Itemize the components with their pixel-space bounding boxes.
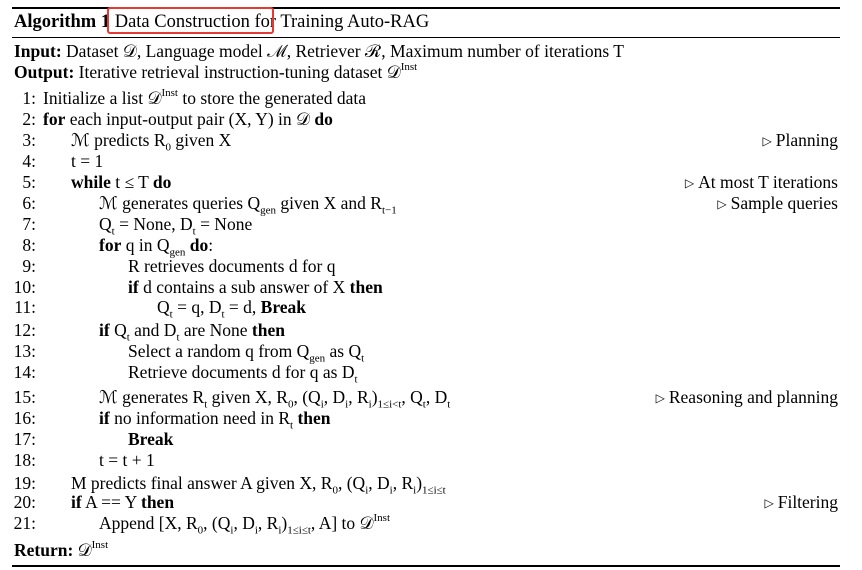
code-text: ℳ generates queries Q — [99, 193, 261, 213]
line-code — [128, 341, 364, 365]
code-text: as Q — [325, 341, 362, 361]
return-key: Return: — [14, 540, 74, 560]
line-number: 21: — [13, 513, 36, 533]
subscript: 0 — [287, 398, 294, 411]
code-text: Initialize a list 𝒟 — [43, 88, 162, 108]
code-text: each input-output pair (X, Y) in 𝒟 — [65, 109, 315, 129]
line-code — [99, 387, 450, 411]
line-number: 10: — [13, 277, 36, 297]
code-text: Q — [109, 320, 127, 340]
keyword: for — [43, 109, 66, 129]
code-text: , (Q — [337, 473, 366, 493]
line-number: 15: — [13, 387, 36, 407]
code-text: ℳ predicts R — [71, 130, 166, 150]
keyword: do — [189, 235, 209, 255]
keyword: if — [128, 277, 139, 297]
subscript: t — [126, 331, 130, 344]
line-code — [99, 214, 252, 238]
keyword: then — [141, 492, 175, 512]
subscript: t — [221, 308, 225, 321]
subscript: 0 — [197, 524, 204, 537]
comment-text: Filtering — [777, 492, 838, 512]
subscript: i — [389, 484, 393, 497]
subscript: gen — [169, 246, 186, 259]
line-code — [43, 109, 333, 130]
code-text: ℳ generates R — [99, 387, 205, 407]
code-text: R retrieves documents d for q — [128, 256, 336, 276]
code-text: no information need in R — [109, 408, 291, 428]
keyword: if — [71, 492, 82, 512]
comment-text: Sample queries — [730, 193, 838, 213]
line-number: 9: — [22, 256, 36, 276]
code-text: = None — [195, 214, 253, 234]
algorithm-line — [0, 473, 862, 497]
line-comment — [764, 492, 838, 513]
algorithm-line — [0, 235, 862, 259]
algorithm-line — [0, 297, 862, 321]
algorithm-line — [0, 88, 862, 109]
keyword: if — [99, 408, 110, 428]
output-sup: Inst — [400, 61, 418, 74]
line-number: 16: — [13, 408, 36, 428]
line-code — [71, 492, 174, 513]
line-comment — [717, 193, 838, 214]
highlight-box — [107, 7, 274, 34]
code-text: q in Q — [121, 235, 170, 255]
algorithm-line — [0, 172, 862, 193]
subscript: i — [365, 484, 369, 497]
algorithm-label: Algorithm 1 — [14, 12, 111, 32]
line-number: 17: — [13, 429, 36, 449]
code-text: A == Y — [81, 492, 141, 512]
keyword: then — [297, 408, 331, 428]
subscript: 1≤i≤t — [422, 484, 446, 497]
return-line — [14, 540, 108, 561]
line-number: 12: — [13, 320, 36, 340]
line-code — [71, 130, 231, 154]
subscript: gen — [309, 352, 326, 365]
line-number: 1: — [22, 88, 36, 108]
return-text: 𝒟 — [77, 540, 92, 560]
algorithm-line — [0, 130, 862, 154]
code-text: , D — [368, 473, 390, 493]
algorithm-line — [0, 429, 862, 450]
algorithm-line — [0, 193, 862, 217]
algorithm-title-rest: for Training Auto-RAG — [254, 12, 430, 32]
code-text: , D — [425, 387, 448, 407]
subscript: i — [345, 398, 349, 411]
algorithm-title-highlighted: Data Construction — [114, 12, 250, 32]
subscript: 0 — [165, 141, 172, 154]
line-code — [71, 151, 103, 172]
subscript: i — [278, 524, 282, 537]
code-text: t = 1 — [71, 151, 104, 171]
line-code — [128, 429, 173, 450]
code-text: = None, D — [114, 214, 193, 234]
subscript: 0 — [332, 484, 338, 497]
line-comment — [656, 387, 838, 408]
algorithm-line — [0, 387, 862, 411]
line-comment — [763, 130, 838, 151]
output-text: Iterative retrieval instruction-tuning dataset 𝒟 — [78, 62, 401, 82]
line-number: 19: — [13, 473, 36, 493]
code-text: , R — [348, 387, 369, 407]
subscript: 1≤i<t — [377, 398, 402, 411]
subscript: t — [354, 373, 358, 386]
line-code — [128, 277, 383, 298]
algorithm-line — [0, 408, 862, 432]
code-text: = q, D — [172, 297, 222, 317]
line-number: 4: — [22, 151, 36, 171]
output-line — [14, 62, 417, 83]
code-text: , A] to 𝒟 — [310, 513, 374, 533]
algorithm-line — [0, 214, 862, 238]
line-code — [99, 235, 213, 259]
code-text: Append [X, R — [99, 513, 198, 533]
comment-triangle-icon: ▷ — [717, 197, 727, 211]
subscript: t — [204, 398, 208, 411]
algorithm-line — [0, 450, 862, 471]
keyword: do — [314, 109, 333, 129]
subscript: t−1 — [381, 204, 397, 217]
algorithm-line — [0, 277, 862, 298]
comment-text: Planning — [775, 130, 838, 150]
algorithm-line — [0, 341, 862, 365]
code-text: , (Q — [293, 387, 321, 407]
subscript: gen — [260, 204, 276, 217]
algorithm-line — [0, 151, 862, 172]
line-number: 20: — [13, 492, 36, 512]
code-text: , R — [257, 513, 279, 533]
code-text: ) — [416, 473, 423, 493]
output-key: Output: — [14, 62, 75, 82]
code-text: , R — [392, 473, 414, 493]
code-text: : — [208, 235, 214, 255]
code-text: Q — [157, 297, 170, 317]
code-text: given X, R — [207, 387, 288, 407]
line-number: 18: — [13, 450, 36, 470]
keyword: if — [99, 320, 110, 340]
line-number: 11: — [14, 297, 36, 317]
line-code — [99, 320, 285, 344]
subscript: i — [320, 398, 324, 411]
input-key: Input: — [14, 41, 62, 61]
code-text: ) — [371, 387, 378, 407]
comment-triangle-icon: ▷ — [762, 134, 772, 148]
comment-triangle-icon: ▷ — [684, 176, 695, 190]
code-text: and D — [129, 320, 177, 340]
subscript: t — [169, 308, 173, 321]
superscript: Inst — [373, 512, 390, 525]
code-text: , D — [323, 387, 346, 407]
code-text: , D — [233, 513, 255, 533]
input-text: Dataset 𝒟, Language model ℳ, Retriever ℛ, Maximum number of iterations T — [66, 41, 624, 61]
code-text: ) — [281, 513, 288, 533]
comment-triangle-icon: ▷ — [655, 391, 665, 405]
subscript: t — [192, 225, 196, 238]
comment-text: At most T iterations — [698, 172, 838, 192]
superscript: Inst — [161, 87, 178, 100]
line-number: 2: — [22, 109, 36, 129]
line-number: 5: — [22, 172, 36, 192]
code-text: M predicts final answer A given X, R — [71, 473, 333, 493]
code-text: t ≤ T — [110, 172, 153, 192]
subscript: 1≤i≤t — [287, 524, 311, 537]
code-text: = d, — [224, 297, 261, 317]
code-text: to store the generated data — [177, 88, 366, 108]
line-number: 8: — [22, 235, 36, 255]
subscript: t — [176, 331, 180, 344]
title-rule — [12, 37, 840, 38]
keyword: for — [99, 235, 122, 255]
input-line — [14, 41, 624, 62]
algorithm-line — [0, 320, 862, 344]
subscript: t — [290, 419, 294, 432]
subscript: i — [368, 398, 372, 411]
subscript: i — [230, 524, 234, 537]
algorithm-line — [0, 109, 862, 130]
algorithm-line — [0, 512, 862, 537]
bottom-rule — [12, 565, 840, 567]
code-text: d contains a sub answer of X — [138, 277, 350, 297]
line-code — [128, 362, 358, 386]
line-code — [99, 408, 331, 432]
subscript: t — [361, 352, 365, 365]
keyword: while — [71, 172, 111, 192]
code-text: Q — [99, 214, 112, 234]
keyword: Break — [128, 429, 174, 449]
code-text: , Q — [401, 387, 423, 407]
subscript: t — [447, 398, 451, 411]
keyword: do — [152, 172, 172, 192]
line-code — [99, 450, 155, 471]
subscript: t — [111, 225, 115, 238]
algorithm-line — [0, 492, 862, 513]
line-number: 13: — [13, 341, 36, 361]
code-text: t = t + 1 — [99, 450, 155, 470]
code-text: given X — [171, 130, 232, 150]
keyword: then — [349, 277, 383, 297]
code-text: Retrieve documents d for q as D — [128, 362, 355, 382]
subscript: i — [413, 484, 417, 497]
line-number: 14: — [13, 362, 36, 382]
code-text: are None — [179, 320, 252, 340]
line-code — [99, 513, 390, 537]
subscript: t — [422, 398, 426, 411]
code-text: , (Q — [203, 513, 231, 533]
line-code — [99, 193, 397, 217]
comment-text: Reasoning and planning — [668, 387, 838, 407]
line-code — [71, 172, 171, 193]
keyword: Break — [260, 297, 307, 317]
line-code — [43, 88, 366, 109]
line-code — [157, 297, 306, 321]
code-text: given X and R — [275, 193, 382, 213]
comment-triangle-icon: ▷ — [764, 496, 774, 510]
keyword: then — [251, 320, 285, 340]
line-number: 3: — [22, 130, 36, 150]
line-number: 6: — [22, 193, 36, 213]
return-sup: Inst — [91, 539, 109, 552]
code-text: Select a random q from Q — [128, 341, 310, 361]
line-comment — [685, 172, 838, 193]
line-number: 7: — [22, 214, 36, 234]
algorithm-line — [0, 256, 862, 277]
line-code — [128, 256, 336, 277]
subscript: i — [254, 524, 258, 537]
algorithm-line — [0, 362, 862, 386]
